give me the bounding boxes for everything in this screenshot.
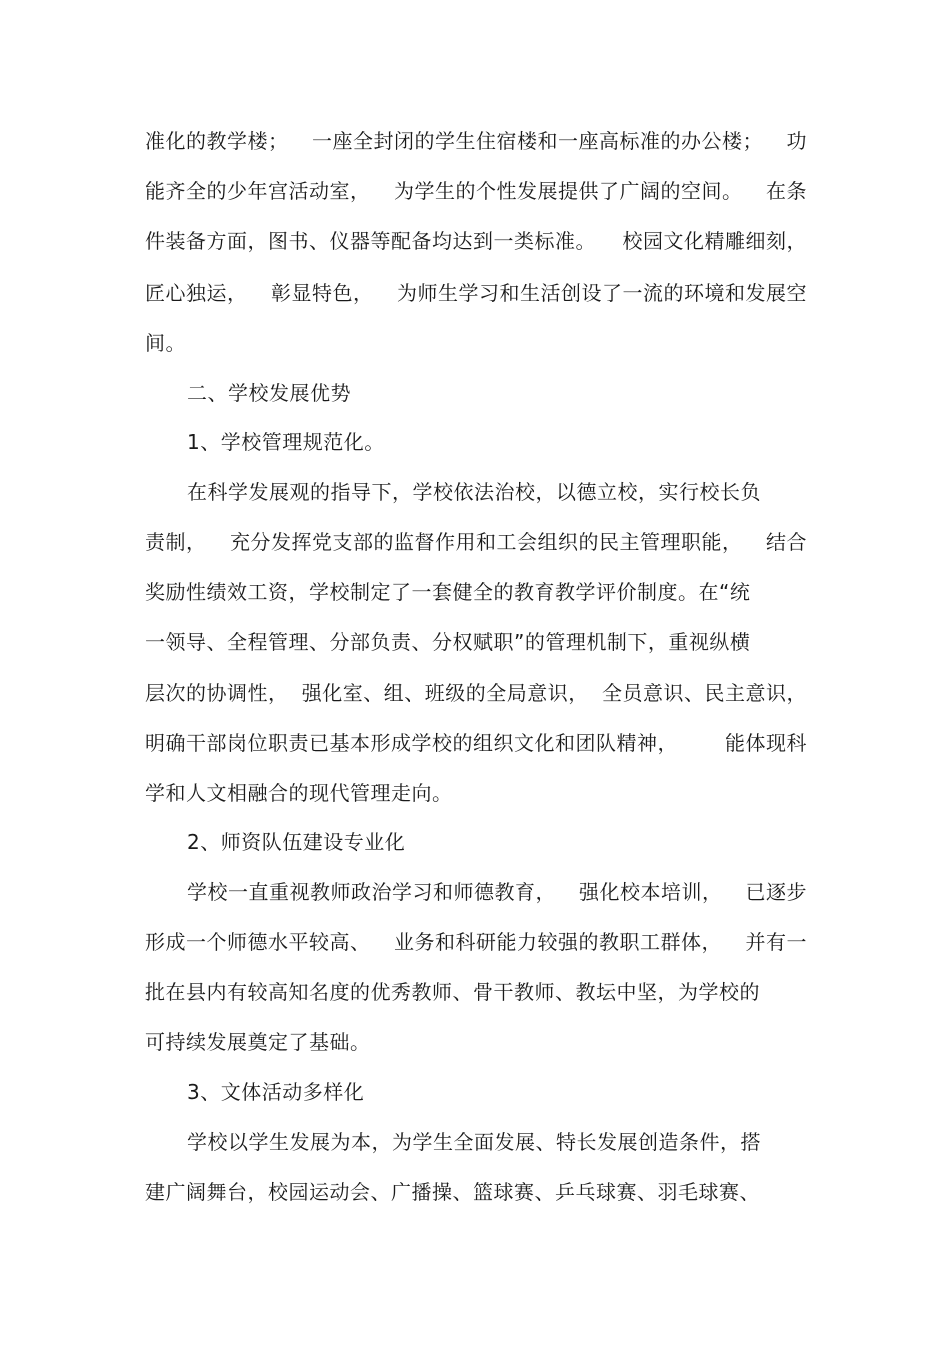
text-segment: 3、文体活动多样化 xyxy=(187,1080,365,1104)
text-segment: 强化校本培训， xyxy=(579,880,723,904)
text-line xyxy=(145,978,807,1006)
text-segment: 责制， xyxy=(145,530,207,554)
text-segment: 匠心独运， xyxy=(145,281,248,305)
text-segment: 可持续发展奠定了基础。 xyxy=(145,1030,371,1054)
subsection-heading xyxy=(187,428,807,456)
text-segment: 为师生学习和生活创设了一流的环境和发展空 xyxy=(397,281,807,305)
text-segment: 在科学发展观的指导下，学校依法治校，以德立校，实行校长负 xyxy=(187,480,761,504)
text-segment: 形成一个师德水平较高、 xyxy=(145,930,371,954)
subsection-heading xyxy=(187,828,807,856)
text-segment: 奖励性绩效工资，学校制定了一套健全的教育教学评价制度。在“统 xyxy=(145,580,751,604)
text-line xyxy=(145,279,807,307)
text-segment: 学校以学生发展为本，为学生全面发展、特长发展创造条件，搭 xyxy=(187,1130,761,1154)
text-segment: 学校一直重视教师政治学习和师德教育， xyxy=(187,880,556,904)
text-segment: 已逐步 xyxy=(745,880,807,904)
text-segment: 间。 xyxy=(145,331,186,355)
text-line xyxy=(145,329,807,357)
text-segment: 业务和科研能力较强的教职工群体， xyxy=(394,930,722,954)
text-segment: 在条 xyxy=(766,179,807,203)
section-heading xyxy=(187,379,807,407)
text-line xyxy=(145,679,807,707)
text-line xyxy=(145,528,807,556)
text-line xyxy=(145,578,807,606)
text-segment: 一领导、全程管理、分部负责、分权赋职”的管理机制下，重视纵横 xyxy=(145,630,751,654)
text-line xyxy=(145,227,807,255)
text-segment: 二、学校发展优势 xyxy=(187,381,351,405)
text-line xyxy=(145,1178,807,1206)
text-line xyxy=(187,1128,807,1156)
text-segment: 结合 xyxy=(766,530,807,554)
text-segment: 明确干部岗位职责已基本形成学校的组织文化和团队精神， xyxy=(145,731,678,755)
text-segment: 能齐全的少年宫活动室， xyxy=(145,179,371,203)
text-segment: 功 xyxy=(786,129,807,153)
text-segment: 彰显特色， xyxy=(271,281,374,305)
text-line xyxy=(145,779,807,807)
text-segment: 校园文化精雕细刻， xyxy=(622,229,807,253)
text-line xyxy=(145,628,807,656)
text-segment: 2、师资队伍建设专业化 xyxy=(187,830,406,854)
text-line xyxy=(187,878,807,906)
text-segment: 建广阔舞台，校园运动会、广播操、篮球赛、乒乓球赛、羽毛球赛、 xyxy=(145,1180,760,1204)
text-line xyxy=(145,928,807,956)
text-segment: 强化室、组、班级的全局意识， xyxy=(301,681,589,705)
text-line xyxy=(145,729,807,757)
text-segment: 1、学校管理规范化。 xyxy=(187,430,385,454)
text-line xyxy=(145,127,807,155)
text-segment: 件装备方面，图书、仪器等配备均达到一类标准。 xyxy=(145,229,596,253)
subsection-heading xyxy=(187,1078,807,1106)
text-line xyxy=(187,478,807,506)
text-segment: 批在县内有较高知名度的优秀教师、骨干教师、教坛中坚，为学校的 xyxy=(145,980,760,1004)
text-segment: 一座全封闭的学生住宿楼和一座高标准的办公楼； xyxy=(312,129,763,153)
text-segment: 并有一 xyxy=(745,930,807,954)
text-segment: 准化的教学楼； xyxy=(145,129,289,153)
text-line xyxy=(145,177,807,205)
text-segment: 充分发挥党支部的监督作用和工会组织的民主管理职能， xyxy=(230,530,743,554)
text-segment: 为学生的个性发展提供了广阔的空间。 xyxy=(394,179,743,203)
text-line xyxy=(145,1028,807,1056)
text-segment: 层次的协调性， xyxy=(145,681,289,705)
text-segment: 能体现科 xyxy=(725,731,807,755)
text-segment: 全员意识、民主意识， xyxy=(602,681,807,705)
text-segment: 学和人文相融合的现代管理走向。 xyxy=(145,781,453,805)
